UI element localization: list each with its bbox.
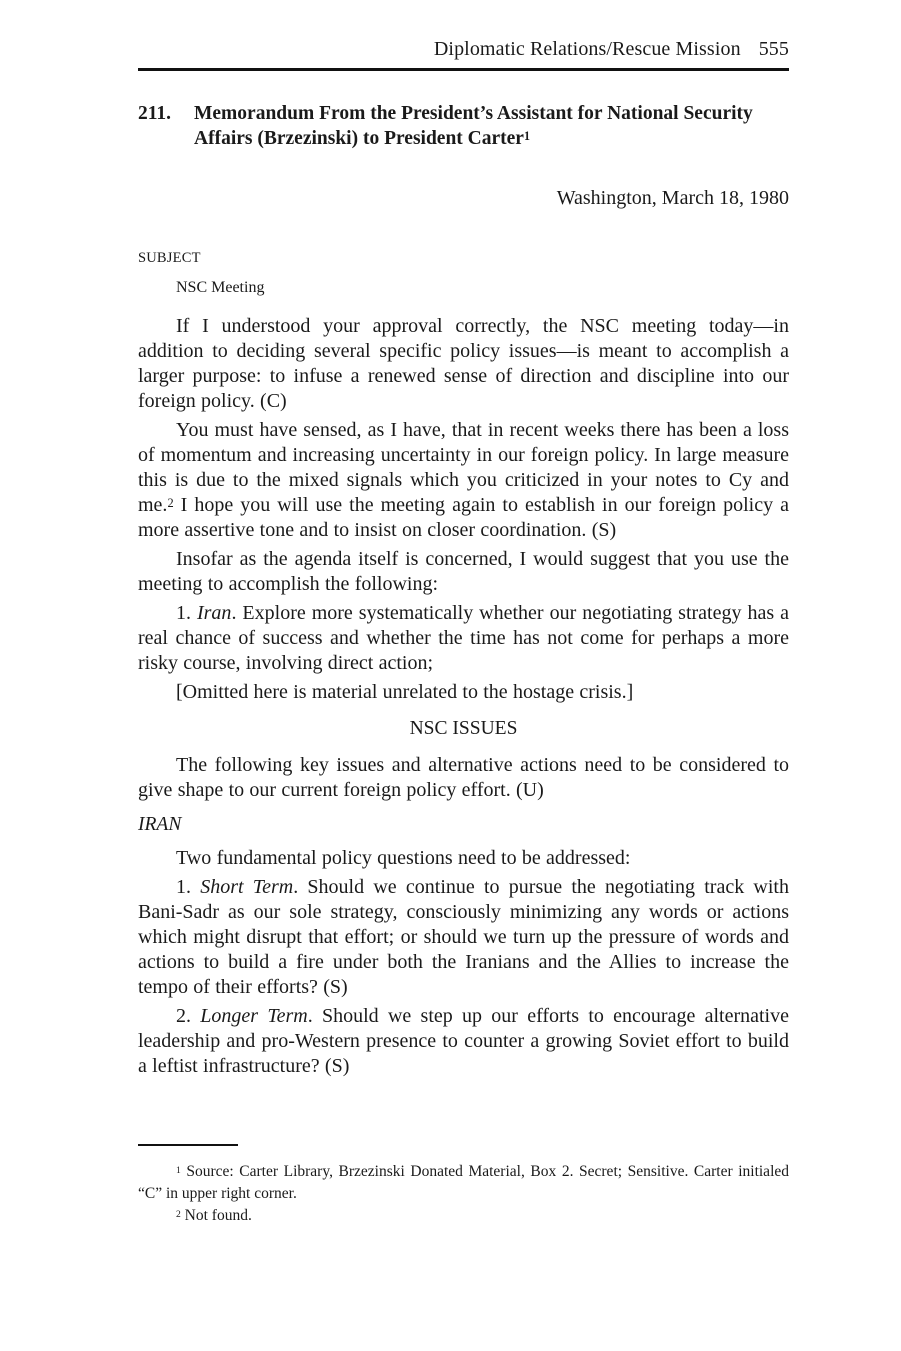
item-number: 2. xyxy=(176,1005,201,1027)
memo-body xyxy=(138,314,789,1079)
item-number: 1. xyxy=(176,876,201,898)
footnotes xyxy=(138,1161,789,1227)
document-title xyxy=(138,101,789,151)
page-number: 555 xyxy=(758,38,789,60)
paragraph-text: I hope you will use the meeting again to establish in our foreign policy a more assertive tone and to insist on closer coordination. (S) xyxy=(138,494,789,541)
subject-label: SUBJECT xyxy=(138,250,201,266)
item-label: Longer Term xyxy=(200,1005,308,1027)
editorial-note: [Omitted here is material unrelated to the hostage crisis.] xyxy=(176,681,634,703)
footnote-text: Source: Carter Library, Brzezinski Donated Material, Box 2. Secret; Sensitive. Carter initialed “C” in upper right corner. xyxy=(138,1163,789,1202)
running-title: Diplomatic Relations/Rescue Mission xyxy=(433,38,741,60)
subject-text: NSC Meeting xyxy=(176,279,265,296)
document-title-text: Memorandum From the President’s Assistant for National Security Affairs (Brzezinski) to President Carter xyxy=(194,103,753,149)
document-number: 211. xyxy=(138,103,172,124)
section-heading: NSC ISSUES xyxy=(409,718,518,739)
footnote-mark: 2 xyxy=(176,1208,181,1220)
paragraph: If I understood your approval correctly, the NSC meeting today—in addition to deciding several specific policy issues—is meant to accomplish a larger purpose: to infuse a renewed sense of direction and discipline into our foreign policy. (C) xyxy=(138,315,789,412)
footnote-ref[interactable]: 1 xyxy=(523,128,531,143)
paragraph: Two fundamental policy questions need to be addressed: xyxy=(176,847,631,869)
paragraph xyxy=(138,601,789,676)
paragraph-text: You must have sensed, as I have, that in recent weeks there has been a loss of momentum and increasing uncertainty in our foreign policy. In large measure this is due to the mixed signals which you criticized in your notes to Cy and me. xyxy=(138,419,789,516)
paragraph-text: . Should we step up our efforts to encourage alternative leadership and pro-Western presence to counter a growing Soviet effort to build a leftist infrastructure? (S) xyxy=(138,1005,789,1077)
footnote-ref[interactable]: 2 xyxy=(167,495,174,510)
item-number: 1. xyxy=(176,602,197,624)
footnote xyxy=(138,1205,789,1227)
paragraph xyxy=(138,875,789,1000)
footnote-mark: 1 xyxy=(176,1164,181,1176)
header-rule xyxy=(138,68,789,71)
paragraph: The following key issues and alternative actions need to be considered to give shape to our current foreign policy effort. (U) xyxy=(138,754,789,801)
paragraph-text: . Should we continue to pursue the negotiating track with Bani-Sadr as our sole strategy, consciously minimizing any words or actions which might disrupt that effort; or should we turn up the pressure of words and actions to build a fire under both the Iranians and the Allies to increase the tempo of their efforts? (S) xyxy=(138,876,789,998)
running-header xyxy=(138,38,789,64)
paragraph xyxy=(138,1004,789,1079)
paragraph xyxy=(138,418,789,543)
footnote-text: Not found. xyxy=(180,1207,252,1224)
paragraph: Insofar as the agenda itself is concerned, I would suggest that you use the meeting to accomplish the following: xyxy=(138,548,789,595)
item-label: Iran xyxy=(196,602,232,624)
side-heading: IRAN xyxy=(138,814,182,835)
dateline: Washington, March 18, 1980 xyxy=(556,187,789,209)
footnote-rule xyxy=(138,1144,238,1146)
paragraph-text: . Explore more systematically whether our negotiating strategy has a real chance of success and whether the time has not come for perhaps a more risky course, involving direct action; xyxy=(138,602,789,674)
footnote xyxy=(138,1161,789,1205)
item-label: Short Term xyxy=(200,876,294,898)
